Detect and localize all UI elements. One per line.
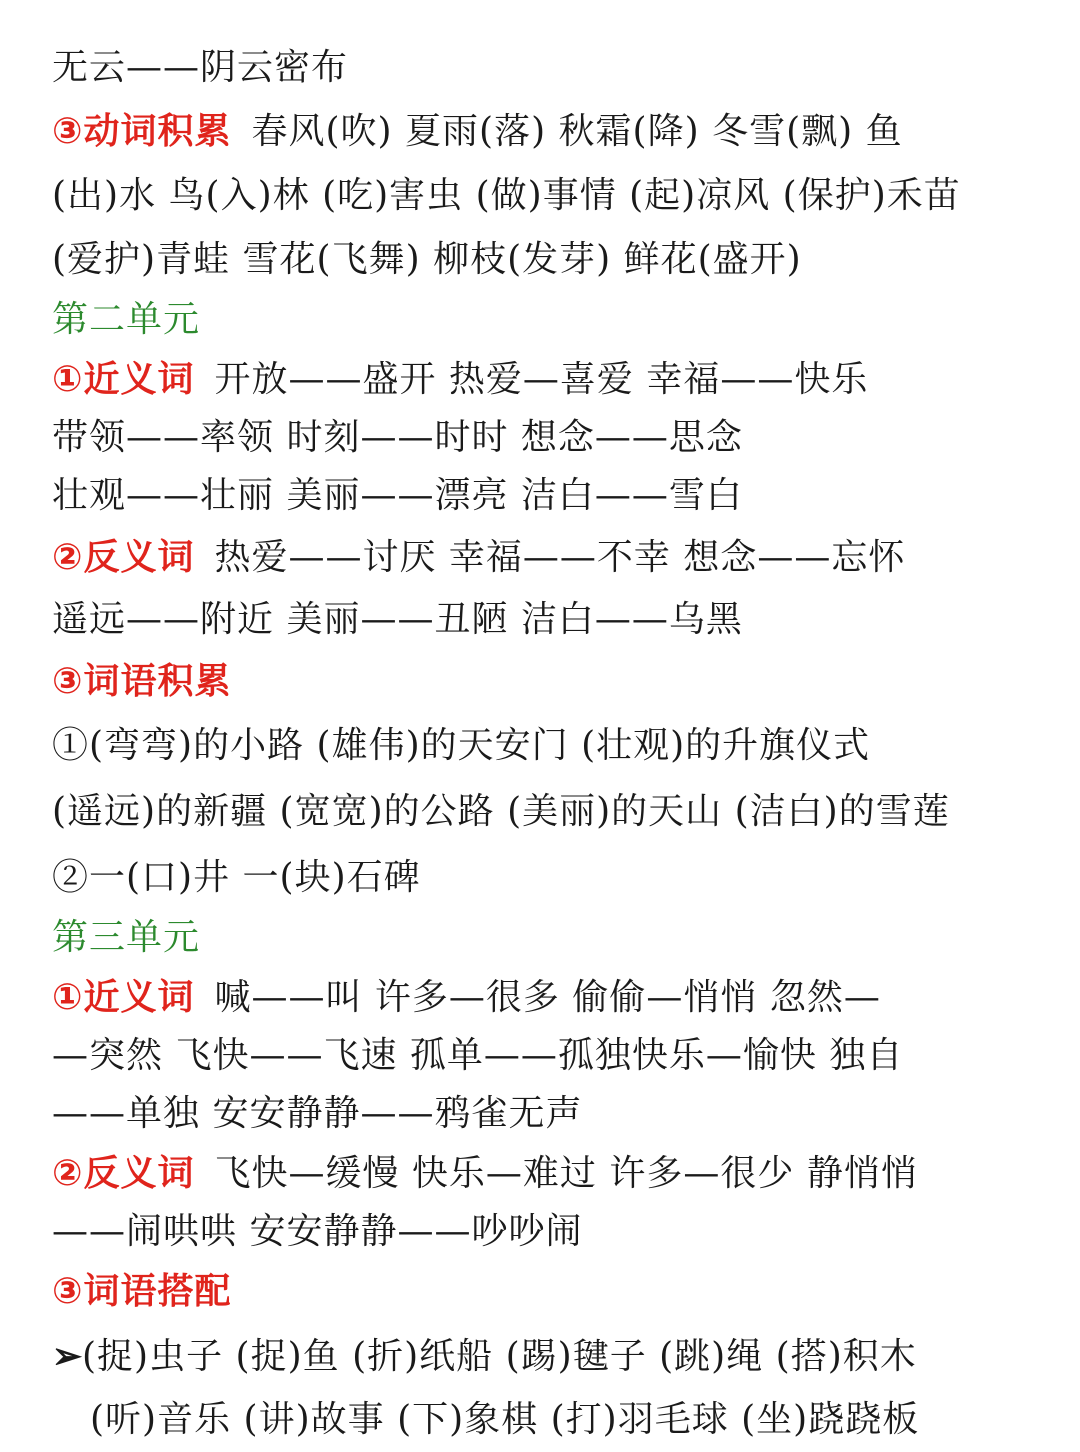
unit-heading: 第二单元 bbox=[52, 299, 201, 340]
text-line bbox=[52, 660, 1040, 704]
section-label: ②反义词 bbox=[52, 1153, 195, 1194]
text-line: 带领——率领 时刻——时时 想念——思念 bbox=[52, 417, 743, 458]
arrow-bullet-icon: ➢ bbox=[52, 1335, 84, 1377]
unit-heading: 第三单元 bbox=[52, 917, 201, 958]
text-line: ——闹哄哄 安安静静——吵吵闹 bbox=[52, 1211, 583, 1252]
text-line bbox=[52, 1270, 1040, 1314]
text-line: ①近义词 开放——盛开 热爱—喜爱 幸福——快乐 bbox=[52, 359, 869, 400]
text-line: 无云——阴云密布 bbox=[52, 47, 349, 88]
text-line: ①近义词 喊——叫 许多—很多 偷偷—悄悄 忽然— bbox=[52, 977, 881, 1018]
text-line: ②反义词 热爱——讨厌 幸福——不幸 想念——忘怀 bbox=[52, 537, 906, 578]
section-label: ①近义词 bbox=[52, 359, 195, 400]
section-label: ③词语搭配 bbox=[52, 1271, 232, 1312]
section-label: ②反义词 bbox=[52, 537, 195, 578]
text-line: (出)水 鸟(入)林 (吃)害虫 (做)事情 (起)凉风 (保护)禾苗 bbox=[52, 175, 961, 216]
text-line: 遥远——附近 美丽——丑陋 洁白——乌黑 bbox=[52, 599, 743, 640]
section-label: ③动词积累 bbox=[52, 111, 232, 152]
text-line: —突然 飞快——飞速 孤单——孤独快乐—愉快 独自 bbox=[52, 1035, 904, 1076]
text-line: 壮观——壮丽 美丽——漂亮 洁白——雪白 bbox=[52, 475, 743, 516]
text-line: (爱护)青蛙 雪花(飞舞) 柳枝(发芽) 鲜花(盛开) bbox=[52, 239, 802, 280]
section-label: ①近义词 bbox=[52, 977, 195, 1018]
text-line: (听)音乐 (讲)故事 (下)象棋 (打)羽毛球 (坐)跷跷板 bbox=[90, 1399, 920, 1440]
section-label: ③词语积累 bbox=[52, 661, 232, 702]
text-line: (遥远)的新疆 (宽宽)的公路 (美丽)的天山 (洁白)的雪莲 bbox=[52, 791, 950, 832]
text-line: ②反义词 飞快—缓慢 快乐—难过 许多—很少 静悄悄 bbox=[52, 1153, 918, 1194]
text-line: ②一(口)井 一(块)石碑 bbox=[52, 857, 421, 898]
text-line: ——单独 安安静静——鸦雀无声 bbox=[52, 1093, 583, 1134]
text-line: ③动词积累 春风(吹) 夏雨(落) 秋霜(降) 冬雪(飘) 鱼 bbox=[52, 111, 903, 152]
text-line: ①(弯弯)的小路 (雄伟)的天安门 (壮观)的升旗仪式 bbox=[52, 725, 871, 766]
text-line: ➢(捉)虫子 (捉)鱼 (折)纸船 (踢)毽子 (跳)绳 (搭)积木 bbox=[52, 1335, 917, 1377]
